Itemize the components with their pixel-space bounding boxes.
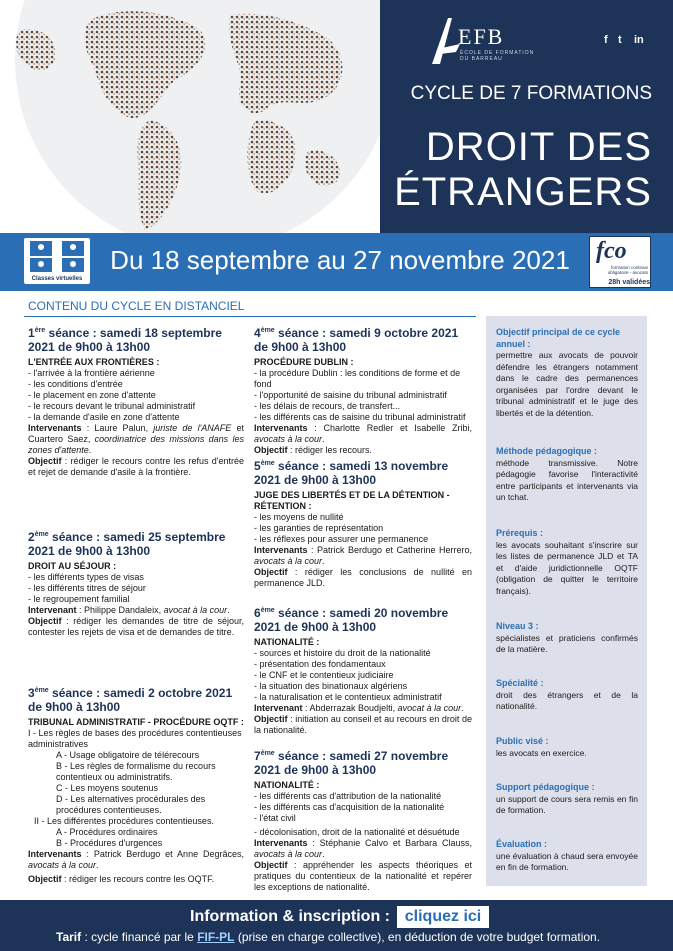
list-item: - le recours devant le tribunal administratif — [28, 401, 196, 411]
sidebar-public — [496, 736, 638, 759]
session-heading: 4ème séance : samedi 9 octobre 2021 de 9h00 à 13h00 — [254, 326, 459, 354]
session-1 — [28, 324, 244, 478]
sidebar-heading: Niveau 3 : — [496, 621, 539, 631]
fif-pl-link[interactable]: FIF-PL — [197, 930, 235, 944]
sidebar-text: un support de cours sera remis en fin de formation. — [496, 793, 638, 815]
logo-text: EFB — [458, 24, 505, 49]
session-heading: 5ème séance : samedi 13 novembre 2021 de 9h00 à 13h00 — [254, 459, 449, 487]
speakers: Intervenants : Patrick Berdugo et Anne Degrâces, avocats à la cour. — [28, 849, 244, 870]
speakers: Intervenants : Stéphanie Calvo et Barbara Clauss, avocats à la cour. — [254, 838, 472, 859]
virtual-class-icon — [24, 238, 90, 274]
objective: Objectif : rédiger les recours. — [254, 445, 373, 455]
hero-banner — [0, 0, 673, 233]
session-6 — [254, 604, 472, 736]
list-item: - les différents cas d'attribution de la nationalité — [254, 791, 442, 801]
list-item: B - Les règles de formalisme du recours contentieux ou administratifs. — [56, 761, 216, 782]
session-heading: 7ème séance : samedi 27 novembre 2021 de 9h00 à 13h00 — [254, 749, 449, 777]
sidebar-specialite — [496, 678, 638, 713]
speakers: Intervenant : Philippe Dandaleix, avocat à la cour. — [28, 605, 230, 615]
list-item: - le placement en zone d'attente — [28, 390, 156, 400]
sidebar-text: spécialistes et praticiens confirmés de la matière. — [496, 632, 638, 654]
speakers: Intervenant : Abderrazak Boudjelti, avocat à la cour. — [254, 703, 464, 713]
cycle-label: CYCLE DE 7 FORMATIONS — [410, 83, 652, 104]
list-item: - la procédure Dublin : les conditions de forme et de fond — [254, 368, 461, 389]
facebook-icon[interactable]: f — [604, 34, 608, 46]
sidebar-objectif — [496, 327, 638, 419]
fco-subtitle: formation continue obligatoire - avocats — [607, 265, 648, 275]
dates-heading: Du 18 septembre au 27 novembre 2021 — [110, 245, 570, 275]
session-theme: NATIONALITÉ : — [254, 637, 320, 647]
list-item: - la naturalisation et le contentieux administratif — [254, 692, 442, 702]
sidebar-heading: Spécialité : — [496, 678, 544, 688]
session-heading: 3ème séance : samedi 2 octobre 2021 de 9h00 à 13h00 — [28, 686, 233, 714]
list-item: - les réflexes pour assurer une permanence — [254, 534, 429, 544]
session-heading: 2ème séance : samedi 25 septembre 2021 de 9h00 à 13h00 — [28, 530, 226, 558]
speakers: Intervenants : Laure Palun, juriste de l'ANAFE et Cuartero Saez, coordinatrice des missions dans les zones d'attente. — [28, 423, 244, 455]
list-item: - les différents titres de séjour — [28, 583, 146, 593]
sidebar-heading: Méthode pédagogique : — [496, 446, 597, 456]
list-item: - la demande d'asile en zone d'attente — [28, 412, 180, 422]
info-inscription-label: Information & inscription : — [190, 908, 390, 925]
objective: Objectif : rédiger le recours contre les refus d'entrée et rejet de demande d'asile à la frontière. — [28, 456, 244, 477]
page-title-line2: ÉTRANGERS — [394, 170, 652, 214]
list-item: C - Les moyens soutenus — [56, 783, 159, 793]
fco-badge — [589, 236, 651, 288]
fco-hours: 28h validées — [590, 278, 650, 287]
session-7 — [254, 747, 472, 893]
sidebar-text: une évaluation à chaud sera envoyée en fin de formation. — [496, 850, 638, 872]
linkedin-icon[interactable]: in — [634, 34, 644, 46]
session-heading: 1ère séance : samedi 18 septembre 2021 de 9h00 à 13h00 — [28, 326, 222, 354]
list-item: A - Usage obligatoire de télérecours — [56, 750, 200, 760]
efb-logo — [428, 14, 538, 70]
session-theme: TRIBUNAL ADMINISTRATIF - PROCÉDURE OQTF : — [28, 717, 244, 727]
session-2 — [28, 528, 244, 638]
list-item: D - Les alternatives procédurales des procédures contentieuses. — [56, 794, 206, 815]
list-item: - le regroupement familial — [28, 594, 130, 604]
sidebar-heading: Évaluation : — [496, 839, 548, 849]
sidebar-heading: Public visé : — [496, 736, 549, 746]
list-item: - l'arrivée à la frontière aérienne — [28, 368, 155, 378]
list-item: - les garanties de représentation — [254, 523, 384, 533]
sidebar-heading: Objectif principal de ce cycle annuel : — [496, 327, 621, 349]
tarif-line: Tarif : cycle financé par le FIF-PL (prise en charge collective), en déduction de votre budget formation. — [56, 930, 601, 944]
list-item: - les délais de recours, de transfert... — [254, 401, 401, 411]
objective: Objectif : initiation au conseil et au recours en droit de la nationalité. — [254, 714, 472, 735]
sidebar-evaluation — [496, 839, 638, 874]
list-item: - les différents types de visas — [28, 572, 144, 582]
divider — [24, 316, 476, 317]
list-item: - la situation des binationaux algériens — [254, 681, 408, 691]
sidebar-text: droit des étrangers et de la nationalité. — [496, 689, 638, 711]
sidebar-support — [496, 782, 638, 817]
list-item: - les différents cas d'acquisition de la nationalité — [254, 802, 445, 812]
globe-crowd-image — [0, 0, 380, 233]
session-theme: JUGE DES LIBERTÉS ET DE LA DÉTENTION - RÉTENTION : — [254, 490, 450, 511]
list-item: - les différents cas de saisine du tribunal administratif — [254, 412, 466, 422]
list-item: - les conditions d'entrée — [28, 379, 123, 389]
session-3 — [28, 684, 244, 885]
speakers: Intervenants : Charlotte Redler et Isabelle Zribi, avocats à la cour. — [254, 423, 472, 444]
session-theme: L'ENTRÉE AUX FRONTIÈRES : — [28, 357, 160, 367]
list-item: - l'état civil — [254, 813, 296, 823]
list-item: I - Les règles de bases des procédures contentieuses administratives — [28, 728, 242, 749]
objective: Objectif : rédiger les recours contre les OQTF. — [28, 874, 215, 884]
list-item: II - Les différentes procédures contentieuses. — [34, 816, 214, 826]
sidebar-niveau — [496, 621, 638, 656]
list-item: - l'opportunité de saisine du tribunal administratif — [254, 390, 447, 400]
sidebar-methode — [496, 446, 638, 504]
session-theme: PROCÉDURE DUBLIN : — [254, 357, 354, 367]
list-item: - décolonisation, droit de la nationalité et désuétude — [254, 827, 460, 837]
fco-logo: fco — [596, 238, 627, 264]
sidebar-heading: Prérequis : — [496, 528, 544, 538]
twitter-icon[interactable]: t — [618, 34, 622, 46]
logo-subtitle: ÉCOLE DE FORMATION DU BARREAU — [460, 50, 535, 62]
list-item: B - Procédures d'urgences — [56, 838, 163, 848]
objective: Objectif : rédiger les demandes de titre de séjour, contester les rejets de visa et de demandes de titre. — [28, 616, 244, 637]
classes-virtuelles-label: Classes virtuelles — [31, 276, 83, 282]
list-item: - sources et histoire du droit de la nationalité — [254, 648, 431, 658]
contenu-title: CONTENU DU CYCLE EN DISTANCIEL — [28, 299, 245, 313]
sidebar-heading: Support pédagogique : — [496, 782, 595, 792]
cliquez-ici-button[interactable]: cliquez ici — [397, 906, 489, 928]
sidebar-prerequis — [496, 528, 638, 597]
session-theme: DROIT AU SÉJOUR : — [28, 561, 117, 571]
sidebar-text: permettre aux avocats de pouvoir défendre les étrangers notamment dans le cadre des permanences organisées par l'ordre devant le tribunal administratif et le juge des libertés et de la détention. — [496, 350, 638, 418]
page-title-line1: DROIT DES — [425, 125, 652, 169]
list-item: - le CNF et le contentieux judiciaire — [254, 670, 394, 680]
session-5 — [254, 457, 472, 589]
objective: Objectif : appréhender les aspects théoriques et pratiques du contentieux de la nationalité et repérer les exceptions de nationalité. — [254, 860, 472, 892]
list-item: - les moyens de nullité — [254, 512, 344, 522]
list-item: A - Procédures ordinaires — [56, 827, 158, 837]
sidebar-text: méthode transmissive. Notre pédagogie favorise l'interactivité entre participants et intervenants via un tchat. — [496, 457, 638, 502]
sidebar-text: les avocats en exercice. — [496, 747, 587, 758]
session-4 — [254, 324, 472, 456]
list-item: - présentation des fondamentaux — [254, 659, 386, 669]
objective: Objectif : rédiger les conclusions de nullité en permanence JLD. — [254, 567, 472, 588]
session-theme: NATIONALITÉ : — [254, 780, 320, 790]
sidebar-text: les avocats souhaitant s'inscrire sur les listes de permanence JLD et TA et d'aide juridictionnelle OQTF (obligation de quitter le territoire français). — [496, 539, 638, 596]
session-heading: 6ème séance : samedi 20 novembre 2021 de 9h00 à 13h00 — [254, 606, 449, 634]
classes-virtuelles-badge — [24, 238, 90, 284]
speakers: Intervenants : Patrick Berdugo et Catherine Herrero, avocats à la cour. — [254, 545, 472, 566]
